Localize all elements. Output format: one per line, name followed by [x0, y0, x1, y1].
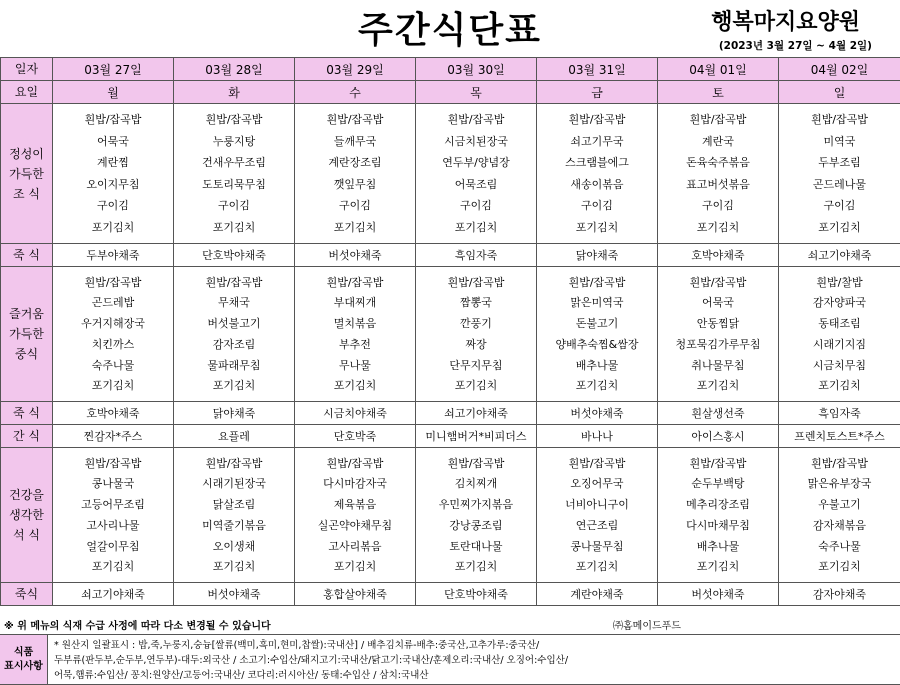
weekday-cell: 화 — [174, 81, 295, 104]
lunch-cell — [174, 267, 295, 402]
lunch-cell — [295, 267, 416, 402]
menu-item-list — [658, 104, 778, 243]
origin-info-line: * 원산지 일괄표시 : 밥,죽,누룽지,숭늉[쌀류(백미,흑미,현미,찹쌀):국내산] / 배추김치류-배추:중국산,고추가루:중국산/ — [54, 640, 540, 651]
menu-item: 고등어무조림 — [81, 498, 145, 512]
menu-item: 강낭콩조림 — [449, 518, 503, 532]
menu-item: 배추나물 — [696, 539, 740, 553]
menu-item: 곤드레나물 — [812, 177, 867, 191]
menu-item: 연두부/양념장 — [442, 156, 510, 170]
menu-item: 오이지무침 — [86, 177, 140, 191]
menu-item: 얼갈이무침 — [86, 539, 140, 553]
date-cell: 03월 30일 — [416, 58, 537, 81]
menu-item: 다시마채무침 — [686, 518, 750, 532]
menu-item-list — [53, 448, 173, 582]
menu-item: 포기김치 — [696, 379, 740, 393]
porridge2-cell: 호박야채죽 — [53, 402, 174, 425]
menu-item: 계란장조림 — [328, 156, 382, 170]
change-notice: ※ 위 메뉴의 식재 수급 사정에 따라 다소 변경될 수 있습니다 — [4, 621, 271, 632]
menu-item: 안동찜닭 — [696, 317, 740, 331]
dinner-cell — [658, 448, 779, 583]
menu-item-list — [416, 267, 536, 401]
menu-item: 취나물무침 — [691, 358, 745, 372]
origin-info — [48, 635, 900, 684]
menu-item: 두부조림 — [818, 156, 861, 170]
menu-item: 포기김치 — [454, 379, 498, 393]
menu-item: 깻잎무침 — [333, 177, 377, 191]
date-cell: 03월 29일 — [295, 58, 416, 81]
menu-item: 고사리볶음 — [328, 539, 382, 553]
breakfast-cell — [53, 104, 174, 244]
menu-item: 청포묵김가루무침 — [675, 337, 761, 351]
menu-item: 토란대나물 — [449, 539, 503, 553]
menu-item: 포기김치 — [91, 379, 135, 393]
menu-item: 구이김 — [823, 199, 856, 213]
snack-cell: 요플레 — [174, 425, 295, 448]
menu-item: 포기김치 — [333, 560, 377, 574]
row-label-lunch — [1, 267, 53, 402]
row-label-dinner — [1, 448, 53, 583]
menu-item: 닭살조림 — [212, 498, 256, 512]
porridge2-cell: 쇠고기야채죽 — [416, 402, 537, 425]
menu-item: 포기김치 — [575, 379, 619, 393]
porridge1-cell: 두부야채죽 — [53, 244, 174, 267]
row-label-breakfast — [1, 104, 53, 244]
menu-item: 구이김 — [97, 199, 129, 213]
menu-item: 흰밥/찰밥 — [816, 275, 863, 289]
dinner-cell — [416, 448, 537, 583]
porridge2-cell: 흰살생선죽 — [658, 402, 779, 425]
menu-item: 어묵국 — [702, 296, 734, 310]
menu-item: 메추리장조림 — [686, 498, 750, 512]
menu-item: 계란찜 — [97, 156, 129, 170]
snack-cell: 미니햄버거*비피더스 — [416, 425, 537, 448]
menu-item: 실곤약야채무침 — [317, 518, 393, 532]
porridge1-cell: 단호박야채죽 — [174, 244, 295, 267]
menu-item: 물파래무침 — [207, 358, 261, 372]
row-date — [1, 58, 900, 81]
weekday-cell: 일 — [779, 81, 900, 104]
snack-cell: 바나나 — [537, 425, 658, 448]
row-label-weekday: 요일 — [1, 81, 53, 104]
row-label-line: 가득한 — [9, 166, 44, 181]
menu-item-list — [779, 448, 900, 582]
organization-name: 행복마지요양원 — [711, 10, 860, 35]
menu-item-list — [779, 267, 900, 401]
porridge3-cell: 버섯야채죽 — [658, 583, 779, 606]
menu-item: 감자조림 — [212, 337, 256, 351]
food-labeling-section — [0, 634, 900, 685]
menu-item: 흰밥/잡곡밥 — [326, 456, 384, 470]
page-title: 주간식단표 — [358, 10, 542, 51]
menu-item: 포기김치 — [212, 220, 256, 234]
row-porridge3 — [1, 583, 900, 606]
breakfast-cell — [537, 104, 658, 244]
dinner-cell — [537, 448, 658, 583]
porridge1-cell: 흑임자죽 — [416, 244, 537, 267]
food-labeling-label-line: 표시사항 — [4, 660, 43, 672]
porridge1-cell: 쇠고기야채죽 — [779, 244, 900, 267]
menu-item: 맑은미역국 — [570, 296, 624, 310]
menu-item: 누룽지탕 — [212, 134, 256, 148]
menu-item-list — [537, 267, 657, 401]
menu-item: 건새우무조림 — [202, 156, 266, 170]
menu-item-list — [658, 267, 778, 401]
dinner-cell — [779, 448, 900, 583]
menu-item: 감자채볶음 — [812, 518, 867, 532]
menu-item: 미역줄기볶음 — [202, 518, 266, 532]
menu-item-list — [53, 267, 173, 401]
menu-item: 무채국 — [218, 296, 250, 310]
weekly-menu-table — [0, 57, 900, 606]
menu-item: 포기김치 — [454, 560, 498, 574]
weekday-cell: 목 — [416, 81, 537, 104]
lunch-cell — [658, 267, 779, 402]
menu-item: 시래기지짐 — [812, 337, 867, 351]
menu-period: (2023년 3월 27일 ~ 4월 2일) — [718, 40, 872, 52]
row-label-lines — [1, 448, 52, 582]
menu-item: 흰밥/잡곡밥 — [447, 113, 505, 127]
row-breakfast — [1, 104, 900, 244]
menu-item: 오이생채 — [212, 539, 256, 553]
date-cell: 03월 27일 — [53, 58, 174, 81]
menu-item: 포기김치 — [575, 220, 619, 234]
porridge2-cell: 버섯야채죽 — [537, 402, 658, 425]
lunch-cell — [779, 267, 900, 402]
menu-item: 포기김치 — [818, 220, 861, 234]
snack-cell: 프렌치토스트*주스 — [779, 425, 900, 448]
porridge1-cell: 버섯야채죽 — [295, 244, 416, 267]
weekday-cell: 토 — [658, 81, 779, 104]
menu-item: 감자양파국 — [812, 296, 867, 310]
breakfast-cell — [779, 104, 900, 244]
dinner-cell — [174, 448, 295, 583]
weekday-cell: 월 — [53, 81, 174, 104]
menu-item-list — [537, 104, 657, 243]
menu-item: 포기김치 — [91, 560, 135, 574]
porridge2-cell: 흑임자죽 — [779, 402, 900, 425]
menu-item: 동태조림 — [818, 317, 861, 331]
menu-item: 부추전 — [339, 337, 371, 351]
menu-item: 연근조림 — [575, 518, 619, 532]
breakfast-cell — [295, 104, 416, 244]
food-labeling-label-line: 식품 — [13, 646, 34, 658]
porridge2-cell: 시금치야채죽 — [295, 402, 416, 425]
breakfast-cell — [416, 104, 537, 244]
menu-item: 흰밥/잡곡밥 — [326, 113, 384, 127]
row-lunch — [1, 267, 900, 402]
row-label-date: 일자 — [1, 58, 53, 81]
menu-item: 흰밥/잡곡밥 — [205, 275, 263, 289]
dinner-cell — [53, 448, 174, 583]
menu-item: 너비아니구이 — [565, 498, 629, 512]
date-cell: 04월 01일 — [658, 58, 779, 81]
menu-item: 흰밥/잡곡밥 — [689, 456, 747, 470]
menu-item: 포기김치 — [91, 220, 135, 234]
row-porridge1 — [1, 244, 900, 267]
menu-item: 버섯불고기 — [207, 317, 261, 331]
row-weekday — [1, 81, 900, 104]
menu-item: 들깨무국 — [333, 134, 377, 148]
lunch-cell — [537, 267, 658, 402]
porridge3-cell: 쇠고기야채죽 — [53, 583, 174, 606]
menu-item-list — [295, 104, 415, 243]
menu-item: 우불고기 — [818, 498, 861, 512]
food-labeling-label — [0, 635, 48, 684]
menu-item: 맑은유부장국 — [807, 477, 872, 491]
snack-cell: 단호박죽 — [295, 425, 416, 448]
row-label-line: 생각한 — [9, 508, 44, 522]
menu-item-list — [295, 448, 415, 582]
menu-item: 단무지무침 — [449, 358, 503, 372]
menu-item: 양배추숙찜&쌈장 — [555, 337, 639, 351]
menu-item: 새송이볶음 — [570, 177, 624, 191]
menu-item: 포기김치 — [818, 560, 861, 574]
row-label-lines — [1, 104, 52, 243]
supplier-name: ㈜홈메이드푸드 — [613, 621, 681, 632]
breakfast-cell — [658, 104, 779, 244]
porridge3-cell: 계란야채죽 — [537, 583, 658, 606]
row-label-porridge2: 죽 식 — [1, 402, 53, 425]
menu-item: 오징어무국 — [570, 477, 624, 491]
menu-item: 흰밥/잡곡밥 — [447, 456, 505, 470]
snack-cell: 아이스홍시 — [658, 425, 779, 448]
menu-item: 흰밥/잡곡밥 — [568, 456, 626, 470]
row-label-lines — [1, 267, 52, 401]
dinner-cell — [295, 448, 416, 583]
menu-item: 콩나물무침 — [570, 539, 624, 553]
snack-cell: 찐감자*주스 — [53, 425, 174, 448]
origin-info-line: 어묵,햄류:수입산/ 꽁치:원양산/고등어:국내산/ 코다리:러시아산/ 동태:수입산 / 삼치:국내산 — [54, 670, 429, 681]
row-label-line: 석 식 — [13, 528, 40, 542]
breakfast-cell — [174, 104, 295, 244]
date-cell: 03월 31일 — [537, 58, 658, 81]
menu-item: 우민찌가지볶음 — [438, 498, 514, 512]
porridge1-cell: 호박야채죽 — [658, 244, 779, 267]
porridge2-cell: 닭야채죽 — [174, 402, 295, 425]
weekday-cell: 금 — [537, 81, 658, 104]
menu-item: 숙주나물 — [818, 539, 861, 553]
menu-item: 곤드레밥 — [91, 296, 135, 310]
row-label-porridge3: 죽식 — [1, 583, 53, 606]
menu-item: 도토리묵무침 — [202, 177, 266, 191]
menu-item-list — [295, 267, 415, 401]
origin-info-line: 두부류(판두부,순두부,연두부)-대두:외국산 / 소고기:수입산/돼지고기:국내산/닭고기:국내산/훈제오리:국내산/ 오징어:수입산/ — [54, 655, 569, 666]
menu-item: 구이김 — [339, 199, 371, 213]
menu-item: 고사리나물 — [86, 518, 140, 532]
menu-item: 흰밥/잡곡밥 — [447, 275, 505, 289]
row-dinner — [1, 448, 900, 583]
menu-item: 포기김치 — [212, 379, 256, 393]
row-snack — [1, 425, 900, 448]
menu-item: 쇠고기무국 — [570, 134, 624, 148]
menu-item: 흰밥/잡곡밥 — [689, 113, 747, 127]
weekday-cell: 수 — [295, 81, 416, 104]
menu-item: 포기김치 — [212, 560, 256, 574]
lunch-cell — [416, 267, 537, 402]
porridge3-cell: 홍합살야채죽 — [295, 583, 416, 606]
menu-item: 흰밥/잡곡밥 — [326, 275, 384, 289]
menu-item: 포기김치 — [818, 379, 861, 393]
menu-item: 미역국 — [823, 134, 856, 148]
menu-item: 시금치무침 — [812, 358, 867, 372]
menu-item: 어묵국 — [97, 134, 129, 148]
menu-item: 흰밥/잡곡밥 — [84, 113, 142, 127]
menu-item-list — [174, 267, 294, 401]
menu-item: 시금치된장국 — [444, 134, 508, 148]
porridge3-cell: 버섯야채죽 — [174, 583, 295, 606]
menu-item-list — [658, 448, 778, 582]
menu-item: 흰밥/잡곡밥 — [811, 456, 868, 470]
menu-item: 콩나물국 — [91, 477, 135, 491]
menu-item: 스크램블에그 — [565, 156, 629, 170]
menu-item: 다시마감자국 — [323, 477, 387, 491]
menu-item: 포기김치 — [575, 560, 619, 574]
menu-item: 포기김치 — [333, 220, 377, 234]
menu-item: 포기김치 — [696, 220, 740, 234]
porridge1-cell: 닭야채죽 — [537, 244, 658, 267]
date-cell: 04월 02일 — [779, 58, 900, 81]
menu-item-list — [174, 448, 294, 582]
menu-item-list — [416, 104, 536, 243]
menu-item: 흰밥/잡곡밥 — [84, 275, 142, 289]
row-label-line: 건강을 — [9, 488, 44, 502]
row-label-porridge1: 죽 식 — [1, 244, 53, 267]
menu-item: 흰밥/잡곡밥 — [568, 113, 626, 127]
menu-item: 흰밥/잡곡밥 — [689, 275, 747, 289]
menu-item: 어묵조림 — [454, 177, 498, 191]
menu-item: 제육볶음 — [333, 498, 377, 512]
menu-item: 순두부백탕 — [691, 477, 745, 491]
menu-item: 흰밥/잡곡밥 — [84, 456, 142, 470]
row-label-line: 중식 — [14, 347, 39, 361]
menu-item: 구이김 — [702, 199, 734, 213]
menu-item: 흰밥/잡곡밥 — [811, 113, 868, 127]
porridge3-cell: 감자야채죽 — [779, 583, 900, 606]
menu-item: 짜장 — [465, 337, 487, 351]
menu-item: 배추나물 — [575, 358, 619, 372]
menu-item-list — [537, 448, 657, 582]
menu-item: 포기김치 — [696, 560, 740, 574]
row-label-line: 가득한 — [9, 327, 44, 341]
menu-item: 구이김 — [581, 199, 613, 213]
menu-item: 치킨까스 — [91, 337, 135, 351]
menu-item: 깐풍기 — [460, 317, 492, 331]
date-cell: 03월 28일 — [174, 58, 295, 81]
menu-item-list — [416, 448, 536, 582]
menu-item: 구이김 — [218, 199, 250, 213]
row-label-line: 조 식 — [13, 186, 40, 201]
menu-item: 흰밥/잡곡밥 — [205, 456, 263, 470]
menu-item: 표고버섯볶음 — [686, 177, 750, 191]
menu-item: 시래기된장국 — [202, 477, 266, 491]
lunch-cell — [53, 267, 174, 402]
row-label-snack: 간 식 — [1, 425, 53, 448]
menu-item: 포기김치 — [454, 220, 498, 234]
menu-item: 우거지해장국 — [81, 317, 145, 331]
menu-item-list — [779, 104, 900, 243]
menu-item: 돈육숙주볶음 — [686, 156, 750, 170]
menu-item: 무나물 — [339, 358, 371, 372]
menu-item: 부대찌개 — [333, 296, 377, 310]
menu-item: 흰밥/잡곡밥 — [205, 113, 263, 127]
menu-item: 멸치볶음 — [333, 317, 377, 331]
row-label-line: 즐거움 — [9, 307, 44, 321]
porridge3-cell: 단호박야채죽 — [416, 583, 537, 606]
menu-item: 포기김치 — [333, 379, 377, 393]
menu-item: 계란국 — [702, 134, 734, 148]
menu-item: 돈불고기 — [575, 317, 619, 331]
menu-item: 김치찌개 — [454, 477, 498, 491]
row-label-line: 정성이 — [9, 146, 44, 161]
menu-item: 구이김 — [460, 199, 492, 213]
row-porridge2 — [1, 402, 900, 425]
menu-item: 짬뽕국 — [460, 296, 492, 310]
menu-item: 흰밥/잡곡밥 — [568, 275, 626, 289]
menu-item-list — [174, 104, 294, 243]
menu-item: 숙주나물 — [91, 358, 135, 372]
menu-item-list — [53, 104, 173, 243]
